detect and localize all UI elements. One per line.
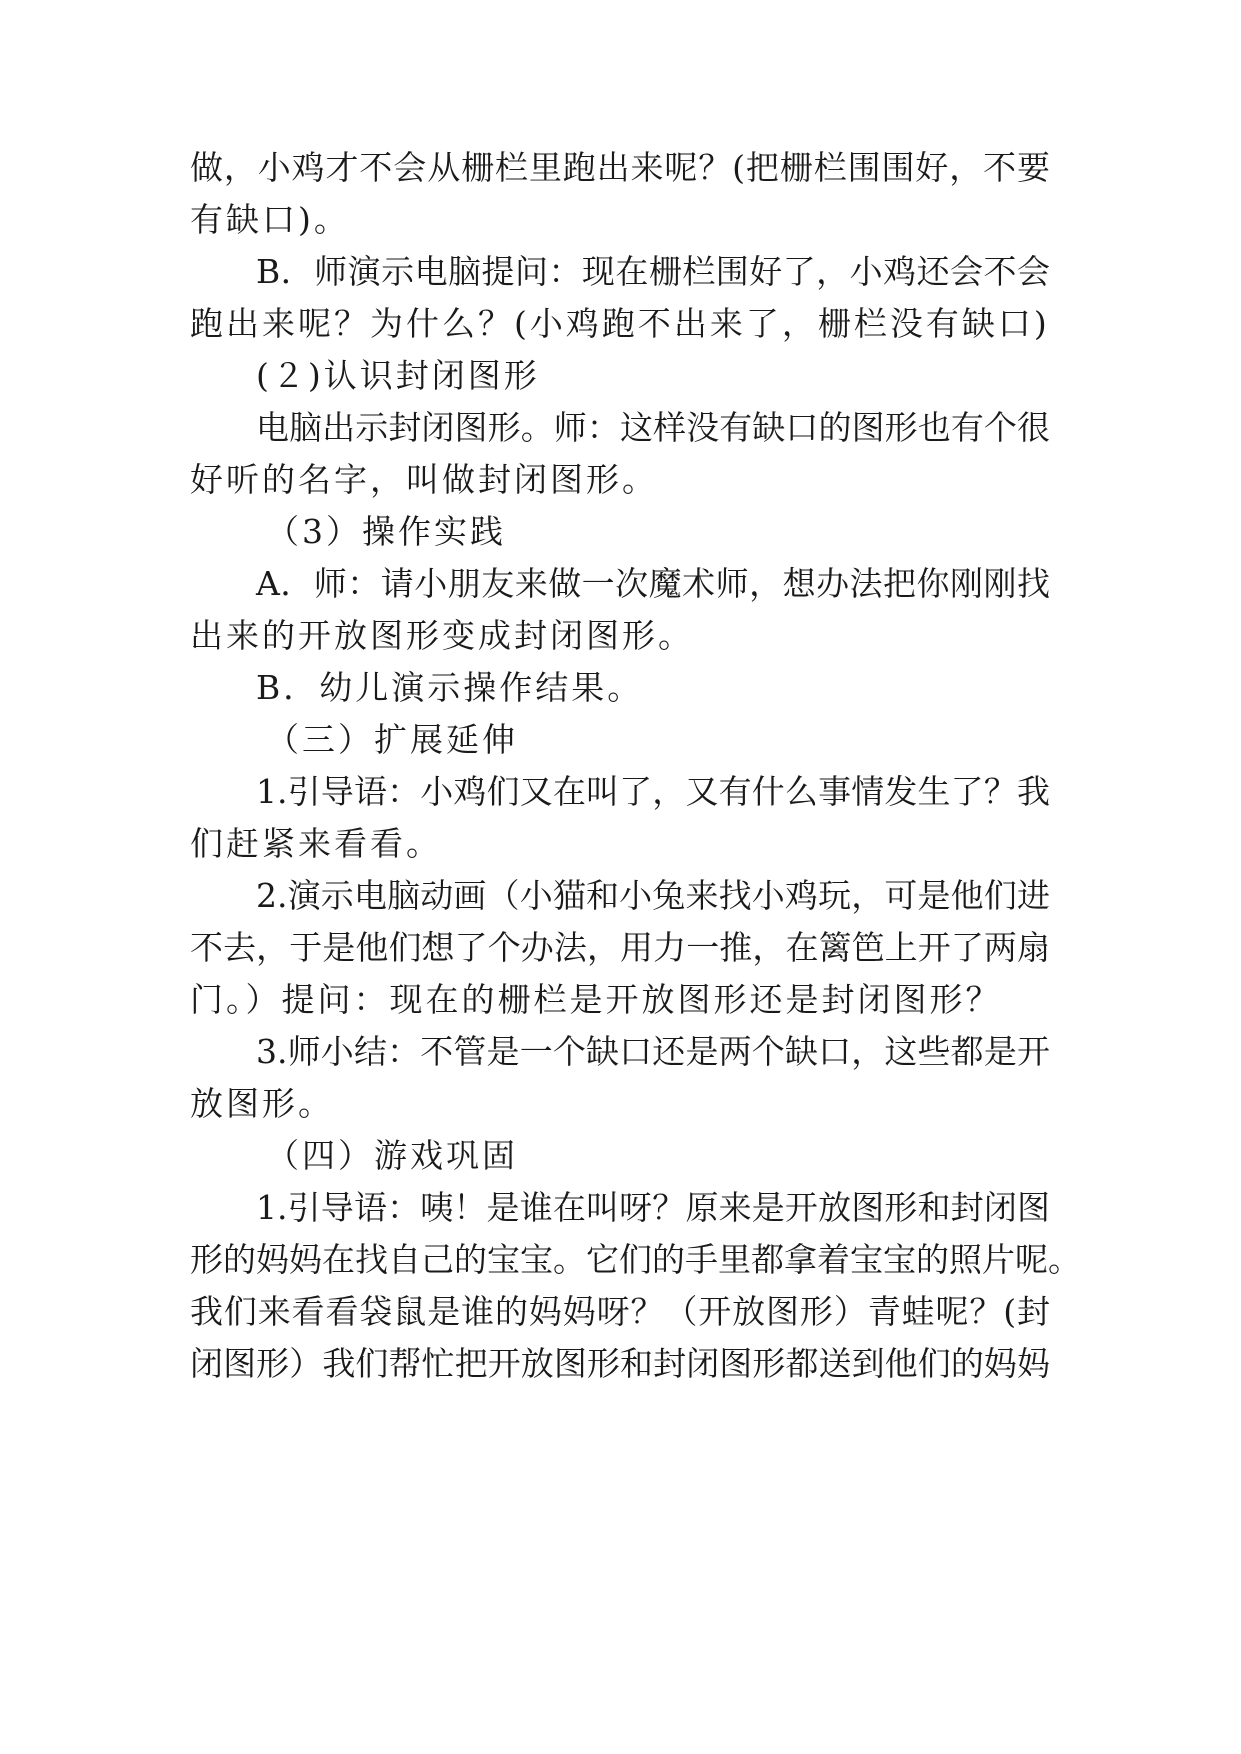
section-heading: （三）扩展延伸 xyxy=(266,720,518,759)
body-text-line: B．师演示电脑提问：现在栅栏围好了，小鸡还会不会 xyxy=(256,252,1050,291)
body-text-line: 们赶紧来看看。 xyxy=(190,824,442,863)
body-text-line: 形的妈妈在找自己的宝宝。它们的手里都拿着宝宝的照片呢。 xyxy=(190,1240,1081,1279)
body-text-line: 放图形。 xyxy=(190,1084,334,1123)
body-text-line: 门。）提问：现在的栅栏是开放图形还是封闭图形？ xyxy=(190,980,1002,1019)
body-text-line: 跑出来呢？为什么？(小鸡跑不出来了，栅栏没有缺口) xyxy=(190,304,1050,343)
body-text-line: 电脑出示封闭图形。师：这样没有缺口的图形也有个很 xyxy=(256,408,1050,447)
body-text-line: 闭图形）我们帮忙把开放图形和封闭图形都送到他们的妈妈 xyxy=(190,1344,1050,1383)
body-text-line: 3.师小结：不管是一个缺口还是两个缺口，这些都是开 xyxy=(256,1032,1050,1071)
body-text-line: 1.引导语：咦！是谁在叫呀？原来是开放图形和封闭图 xyxy=(256,1188,1050,1227)
body-text-line: 好听的名字，叫做封闭图形。 xyxy=(190,460,658,499)
section-heading: (２)认识封闭图形 xyxy=(256,356,540,395)
body-text-line: 做，小鸡才不会从栅栏里跑出来呢？(把栅栏围围好，不要 xyxy=(190,148,1050,187)
body-text-line: 2.演示电脑动画（小猫和小兔来找小鸡玩，可是他们进 xyxy=(256,876,1050,915)
body-text-line: 我们来看看袋鼠是谁的妈妈呀？（开放图形）青蛙呢？(封 xyxy=(190,1292,1050,1331)
body-text-line: A．师：请小朋友来做一次魔术师，想办法把你刚刚找 xyxy=(256,564,1050,603)
body-text-line: B．幼儿演示操作结果。 xyxy=(256,668,644,707)
section-heading: （3）操作实践 xyxy=(266,512,506,551)
body-text-line: 1.引导语：小鸡们又在叫了，又有什么事情发生了？我 xyxy=(256,772,1050,811)
body-text-line: 有缺口)。 xyxy=(190,200,350,239)
body-text-line: 不去，于是他们想了个办法，用力一推，在篱笆上开了两扇 xyxy=(190,928,1050,967)
body-text-line: 出来的开放图形变成封闭图形。 xyxy=(190,616,694,655)
section-heading: （四）游戏巩固 xyxy=(266,1136,518,1175)
